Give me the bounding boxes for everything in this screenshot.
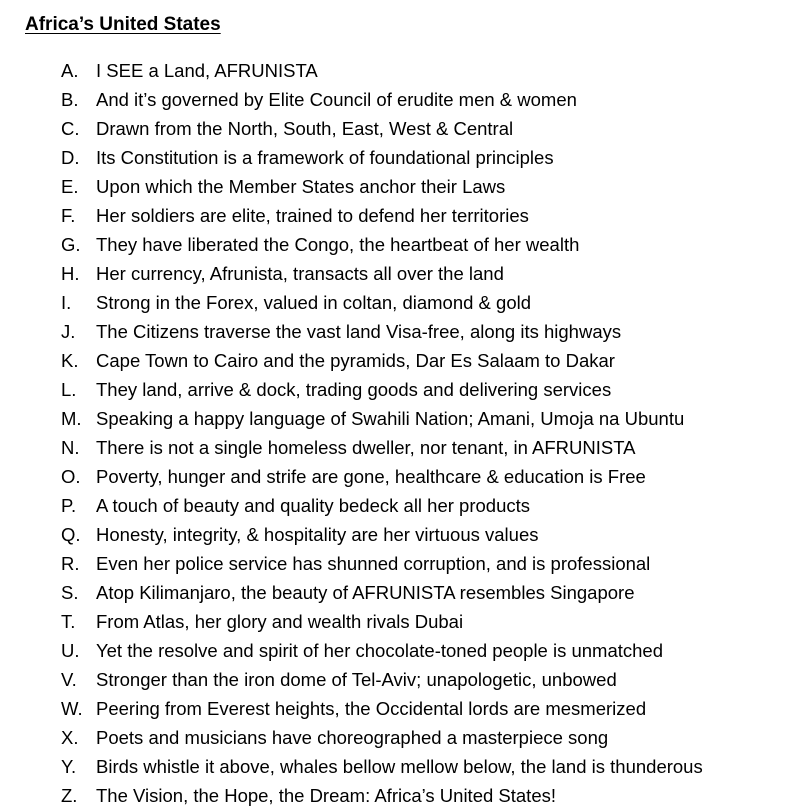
list-item-text: Drawn from the North, South, East, West & Central bbox=[96, 118, 514, 139]
list-item-text: Her soldiers are elite, trained to defend her territories bbox=[96, 205, 529, 226]
list-item-text: And it’s governed by Elite Council of erudite men & women bbox=[96, 89, 577, 110]
list-item-letter: A. bbox=[61, 60, 79, 81]
list-item-text: Birds whistle it above, whales bellow mellow below, the land is thunderous bbox=[96, 756, 703, 777]
list-item-text: Poets and musicians have choreographed a masterpiece song bbox=[96, 727, 609, 748]
list-item-text: Honesty, integrity, & hospitality are her virtuous values bbox=[96, 524, 539, 545]
list-item-letter: J. bbox=[61, 321, 76, 342]
list-item-letter: H. bbox=[61, 263, 80, 284]
list-item-letter: F. bbox=[61, 205, 76, 226]
list-item-text: Poverty, hunger and strife are gone, healthcare & education is Free bbox=[96, 466, 646, 487]
list-item-letter: G. bbox=[61, 234, 81, 255]
list-item-text: Peering from Everest heights, the Occidental lords are mesmerized bbox=[96, 698, 647, 719]
list-item-letter: V. bbox=[61, 669, 77, 690]
list-item-letter: T. bbox=[61, 611, 76, 632]
list-item-letter: L. bbox=[61, 379, 77, 400]
list-item-letter: K. bbox=[61, 350, 79, 371]
list-item-letter: C. bbox=[61, 118, 80, 139]
list-item-letter: D. bbox=[61, 147, 80, 168]
list-item-text: From Atlas, her glory and wealth rivals Dubai bbox=[96, 611, 464, 632]
list-item-letter: W. bbox=[61, 698, 83, 719]
list-item-letter: X. bbox=[61, 727, 79, 748]
list-item-text: Strong in the Forex, valued in coltan, diamond & gold bbox=[96, 292, 532, 313]
list-item-letter: Y. bbox=[61, 756, 77, 777]
list-item-letter: O. bbox=[61, 466, 81, 487]
list-item-letter: Q. bbox=[61, 524, 81, 545]
list-item-text: Stronger than the iron dome of Tel-Aviv; unapologetic, unbowed bbox=[96, 669, 617, 690]
list-item-text: The Vision, the Hope, the Dream: Africa’s United States! bbox=[96, 785, 556, 806]
list-item-text: Upon which the Member States anchor their Laws bbox=[96, 176, 506, 197]
list-item-text: A touch of beauty and quality bedeck all her products bbox=[96, 495, 531, 516]
list-item-text: They land, arrive & dock, trading goods and delivering services bbox=[96, 379, 612, 400]
list-item-letter: Z. bbox=[61, 785, 78, 806]
list-item-letter: P. bbox=[61, 495, 77, 516]
list-item-text: I SEE a Land, AFRUNISTA bbox=[96, 60, 318, 81]
list-item-letter: N. bbox=[61, 437, 80, 458]
list-item-letter: B. bbox=[61, 89, 79, 110]
list-item-text: Speaking a happy language of Swahili Nation; Amani, Umoja na Ubuntu bbox=[96, 408, 685, 429]
list-item-text: The Citizens traverse the vast land Visa-free, along its highways bbox=[96, 321, 622, 342]
list-item-text: Her currency, Afrunista, transacts all over the land bbox=[96, 263, 504, 284]
list-item-text: There is not a single homeless dweller, nor tenant, in AFRUNISTA bbox=[96, 437, 636, 458]
document-title: Africa’s United States bbox=[25, 14, 221, 35]
list-item-letter: I. bbox=[61, 292, 72, 313]
list-item-text: Even her police service has shunned corruption, and is professional bbox=[96, 553, 651, 574]
list-item-text: Cape Town to Cairo and the pyramids, Dar Es Salaam to Dakar bbox=[96, 350, 615, 371]
list-item-letter: M. bbox=[61, 408, 82, 429]
list-item-letter: R. bbox=[61, 553, 80, 574]
list-item-text: Atop Kilimanjaro, the beauty of AFRUNISTA resembles Singapore bbox=[96, 582, 635, 603]
list-item-text: They have liberated the Congo, the heartbeat of her wealth bbox=[96, 234, 580, 255]
list-item-text: Its Constitution is a framework of foundational principles bbox=[96, 147, 554, 168]
list-item-letter: E. bbox=[61, 176, 79, 197]
list-item-text: Yet the resolve and spirit of her chocolate-toned people is unmatched bbox=[96, 640, 664, 661]
list-item-letter: S. bbox=[61, 582, 79, 603]
list-item-letter: U. bbox=[61, 640, 80, 661]
